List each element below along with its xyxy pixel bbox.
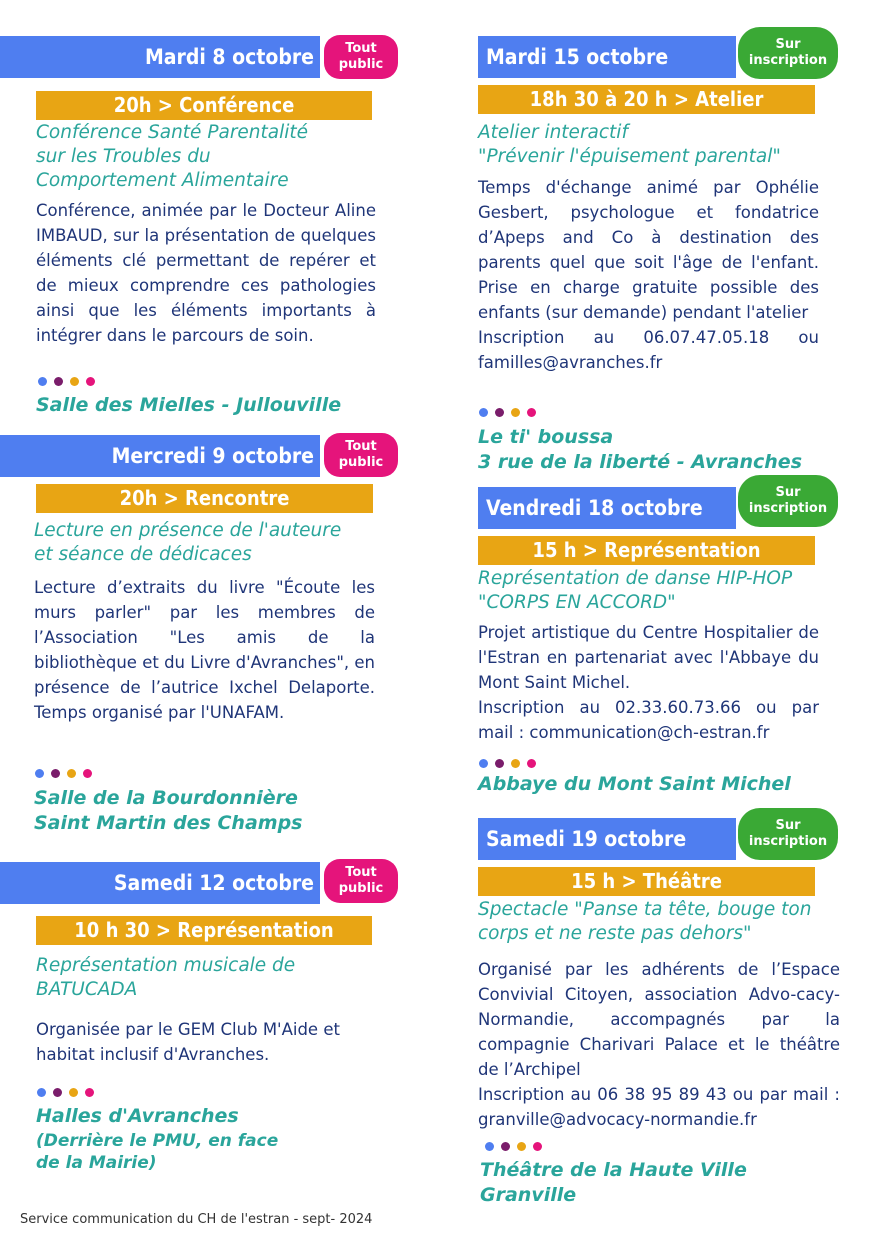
event-location: Salle des Mielles - Jullouville <box>36 394 342 416</box>
dot-blue <box>485 1142 494 1151</box>
event-description: Temps d'échange animé par Ophélie Gesbert, psychologue et fondatrice d’Apeps and Co à destination des parents quel que soit l'âge de l'enfant. Prise en charge gratuite possible des enfants (sur demande) pendant l'atelier Inscription au 06.07.47.05.18 ou familles@avranches.fr <box>478 178 819 372</box>
dot-orange <box>69 1088 78 1097</box>
event-day-band: Samedi 19 octobre <box>478 818 736 860</box>
dot-purple <box>501 1142 510 1151</box>
event-day-band: Samedi 12 octobre <box>0 862 320 904</box>
footer-credit: Service communication du CH de l'estran - sept- 2024 <box>20 1212 373 1227</box>
dot-blue <box>38 377 47 386</box>
event-subtitle: Conférence Santé Parentalité sur les Troubles du Comportement Alimentaire <box>36 122 309 191</box>
decorative-dots <box>35 769 92 778</box>
event-subtitle: Représentation de danse HIP-HOP "CORPS EN ACCORD" <box>478 568 793 613</box>
event-day-band: Vendredi 18 octobre <box>478 487 736 529</box>
event-day-band: Mardi 15 octobre <box>478 36 736 78</box>
event-day-band: Mercredi 9 octobre <box>0 435 320 477</box>
event-subtitle: Représentation musicale de BATUCADA <box>36 955 296 1000</box>
event-time-bar: 20h > Rencontre <box>36 484 373 513</box>
event-description: Organisé par les adhérents de l’Espace Convivial Citoyen, association Advo-cacy-Normandie, accompagnés par la compagnie Charivari Palace et le théâtre de l’Archipel Inscription au 06 38 95 89 43 ou par mail : granville@advocacy-normandie.fr <box>478 960 840 1129</box>
decorative-dots <box>479 759 536 768</box>
dot-pink <box>85 1088 94 1097</box>
dot-orange <box>67 769 76 778</box>
event-location: Halles d'Avranches <box>36 1105 239 1127</box>
event-subtitle: Lecture en présence de l'auteure et séance de dédicaces <box>34 520 342 565</box>
event-location: Salle de la Bourdonnière Saint Martin des Champs <box>34 787 303 834</box>
registration-badge: Sur inscription <box>738 27 838 79</box>
event-location: Abbaye du Mont Saint Michel <box>478 773 791 795</box>
decorative-dots <box>479 408 536 417</box>
dot-purple <box>495 408 504 417</box>
registration-badge: Sur inscription <box>738 475 838 527</box>
decorative-dots <box>485 1142 542 1151</box>
event-time-bar: 20h > Conférence <box>36 91 372 120</box>
dot-orange <box>70 377 79 386</box>
dot-blue <box>37 1088 46 1097</box>
dot-orange <box>511 408 520 417</box>
audience-badge: Tout public <box>324 433 398 477</box>
dot-blue <box>35 769 44 778</box>
event-subtitle: Spectacle "Panse ta tête, bouge ton corps et ne reste pas dehors" <box>478 899 812 944</box>
decorative-dots <box>37 1088 94 1097</box>
audience-badge: Tout public <box>324 859 398 903</box>
registration-badge: Sur inscription <box>738 808 838 860</box>
dot-purple <box>51 769 60 778</box>
audience-badge: Tout public <box>324 35 398 79</box>
dot-pink <box>533 1142 542 1151</box>
event-location: Théâtre de la Haute Ville Granville <box>480 1159 747 1206</box>
dot-purple <box>54 377 63 386</box>
event-location: Le ti' boussa 3 rue de la liberté - Avranches <box>478 426 803 473</box>
dot-purple <box>53 1088 62 1097</box>
dot-pink <box>527 759 536 768</box>
event-time-bar: 10 h 30 > Représentation <box>36 916 372 945</box>
event-description: Organisée par le GEM Club M'Aide et habitat inclusif d'Avranches. <box>36 1020 340 1064</box>
event-time-bar: 18h 30 à 20 h > Atelier <box>478 85 815 114</box>
event-location-detail: (Derrière le PMU, en face de la Mairie) <box>36 1131 279 1173</box>
event-time-bar: 15 h > Théâtre <box>478 867 815 896</box>
dot-pink <box>86 377 95 386</box>
dot-orange <box>511 759 520 768</box>
event-description: Conférence, animée par le Docteur Aline IMBAUD, sur la présentation de quelques éléments clé permettant de repérer et de mieux comprendre ces pathologies ainsi que les éléments importants à intégrer dans le parcours de soin. <box>36 201 376 345</box>
event-day-band: Mardi 8 octobre <box>0 36 320 78</box>
dot-pink <box>527 408 536 417</box>
decorative-dots <box>38 377 95 386</box>
dot-blue <box>479 759 488 768</box>
dot-orange <box>517 1142 526 1151</box>
dot-blue <box>479 408 488 417</box>
event-description: Lecture d’extraits du livre "Écoute les murs parler" par les membres de l’Association "Les amis de la bibliothèque et du Livre d'Avranches", en présence de l’autrice Ixchel Delaporte. Temps organisé par l'UNAFAM. <box>34 578 376 722</box>
dot-purple <box>495 759 504 768</box>
event-time-bar: 15 h > Représentation <box>478 536 815 565</box>
event-subtitle: Atelier interactif "Prévenir l'épuisement parental" <box>478 122 781 167</box>
dot-pink <box>83 769 92 778</box>
event-description: Projet artistique du Centre Hospitalier de l'Estran en partenariat avec l'Abbaye du Mont Saint Michel. Inscription au 02.33.60.73.66 ou par mail : communication@ch-estran.fr <box>478 623 819 742</box>
